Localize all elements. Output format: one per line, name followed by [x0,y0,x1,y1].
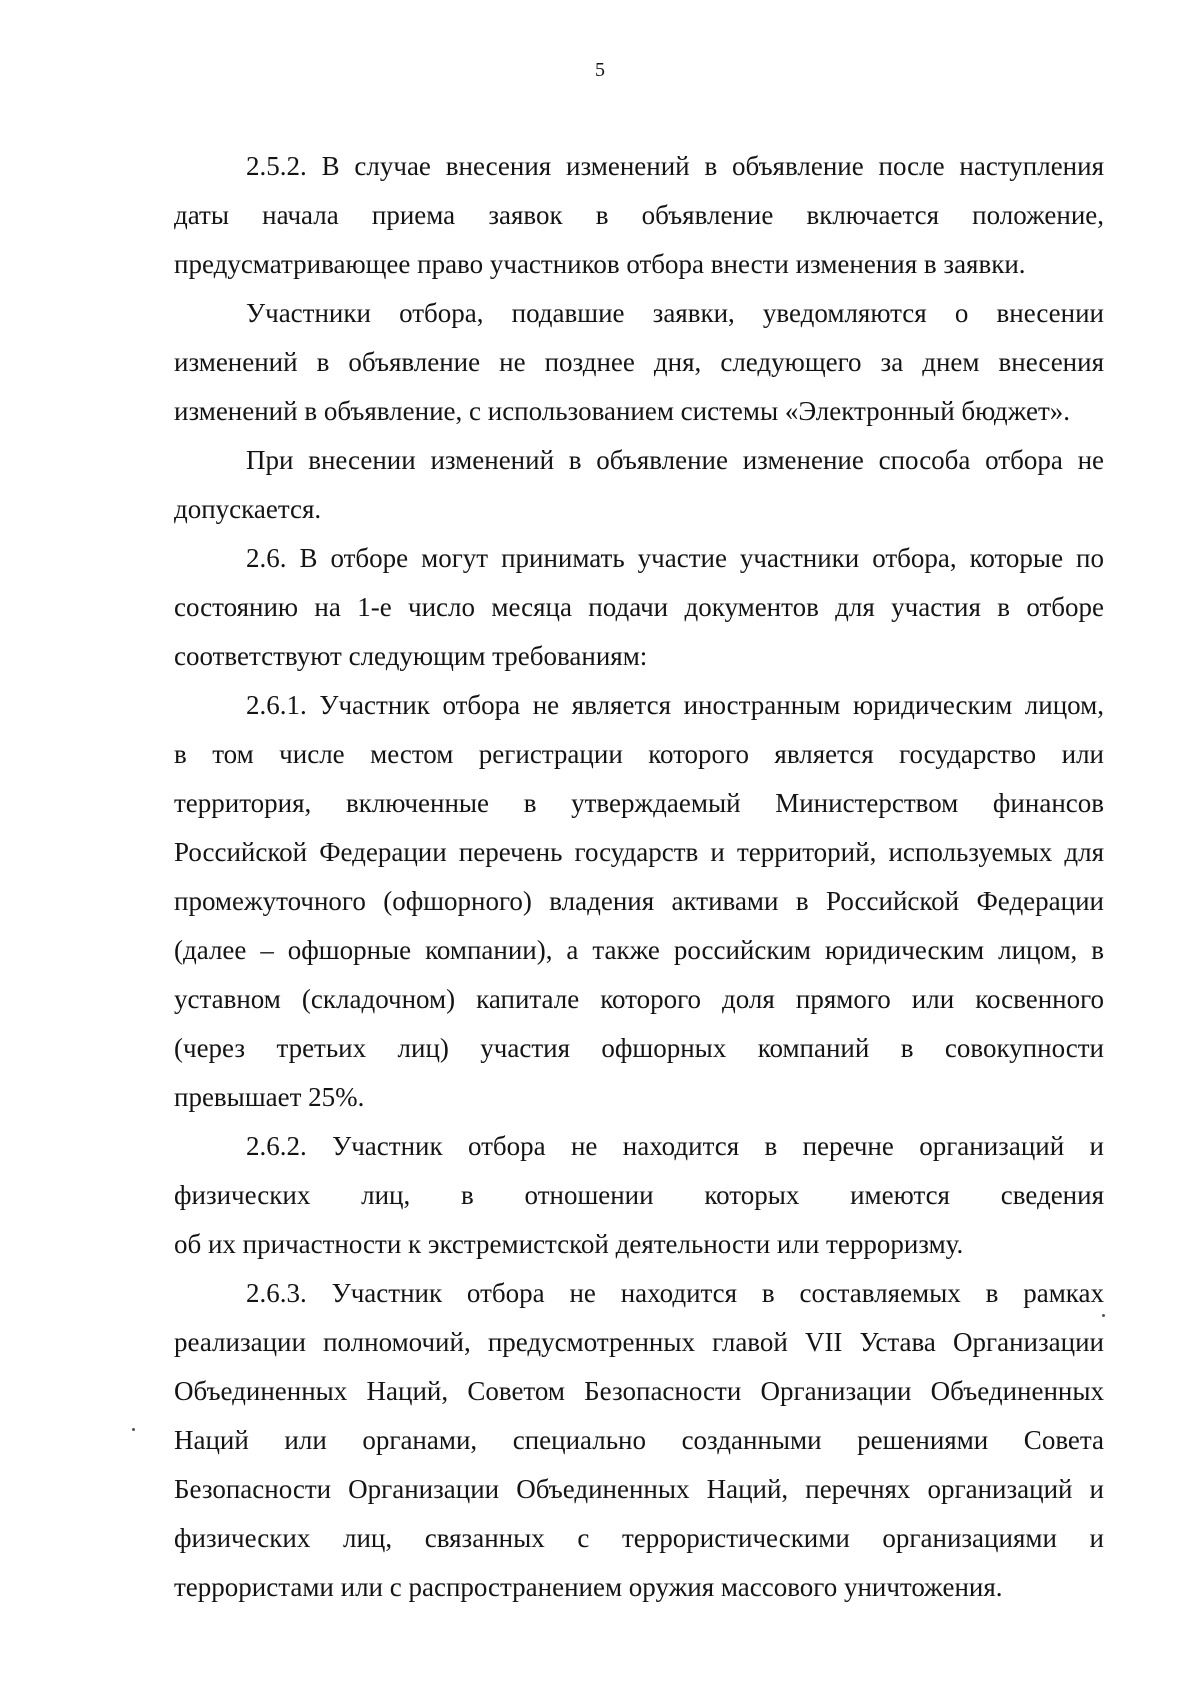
scan-speck [132,1428,135,1431]
paragraph-line: уставном (складочном) капитале которого доля прямого или косвенного [174,984,1104,1014]
scan-speck [1102,1314,1105,1317]
paragraph-first-line: Участники отбора, подавшие заявки, уведомляются о внесении [246,298,1104,328]
paragraph-line: территория, включенные в утверждаемый Министерством финансов [174,788,1104,818]
paragraph-first-line: 2.6.3. Участник отбора не находится в составляемых в рамках [246,1278,1104,1308]
paragraph-line: допускается. [174,494,322,524]
paragraph-line: (через третьих лиц) участия офшорных компаний в совокупности [174,1033,1104,1063]
paragraph-first-line: 2.5.2. В случае внесения изменений в объявление после наступления [246,151,1104,181]
paragraph-line: Объединенных Наций, Советом Безопасности Организации Объединенных [174,1376,1104,1406]
paragraph-line: Наций или органами, специально созданными решениями Совета [174,1425,1104,1455]
paragraph-line: физических лиц, связанных с террористическими организациями и [174,1523,1104,1553]
paragraph-line: физических лиц, в отношении которых имеются сведения [174,1180,1104,1210]
paragraph-first-line: 2.6.1. Участник отбора не является иностранным юридическим лицом, [246,690,1104,720]
paragraph-line: состоянию на 1-е число месяца подачи документов для участия в отборе [174,592,1104,622]
paragraph-line: промежуточного (офшорного) владения активами в Российской Федерации [174,886,1104,916]
paragraph-line: изменений в объявление не позднее дня, следующего за днем внесения [174,347,1104,377]
paragraph-line: соответствуют следующим требованиям: [174,641,648,671]
paragraph-line: Безопасности Организации Объединенных Наций, перечнях организаций и [174,1474,1104,1504]
paragraph-line: даты начала приема заявок в объявление включается положение, [174,200,1104,230]
paragraph-first-line: 2.6.2. Участник отбора не находится в перечне организаций и [246,1131,1104,1161]
paragraph-line: реализации полномочий, предусмотренных главой VII Устава Организации [174,1327,1104,1357]
paragraph-first-line: 2.6. В отборе могут принимать участие участники отбора, которые по [246,543,1104,573]
paragraph-first-line: При внесении изменений в объявление изменение способа отбора не [246,445,1104,475]
paragraph-line: предусматривающее право участников отбора внести изменения в заявки. [174,249,1026,279]
paragraph-line: Российской Федерации перечень государств и территорий, используемых для [174,837,1104,867]
document-body [174,142,1104,1612]
paragraph-line: превышает 25%. [174,1082,365,1112]
paragraph-line: в том числе местом регистрации которого является государство или [174,739,1104,769]
paragraph-line: террористами или с распространением оружия массового уничтожения. [174,1572,1003,1602]
paragraph-line: (далее – офшорные компании), а также российским юридическим лицом, в [174,935,1104,965]
paragraph-line: об их причастности к экстремистской деятельности или терроризму. [174,1229,964,1259]
page-number: 5 [595,59,605,81]
paragraph-line: изменений в объявление, с использованием системы «Электронный бюджет». [174,396,1070,426]
